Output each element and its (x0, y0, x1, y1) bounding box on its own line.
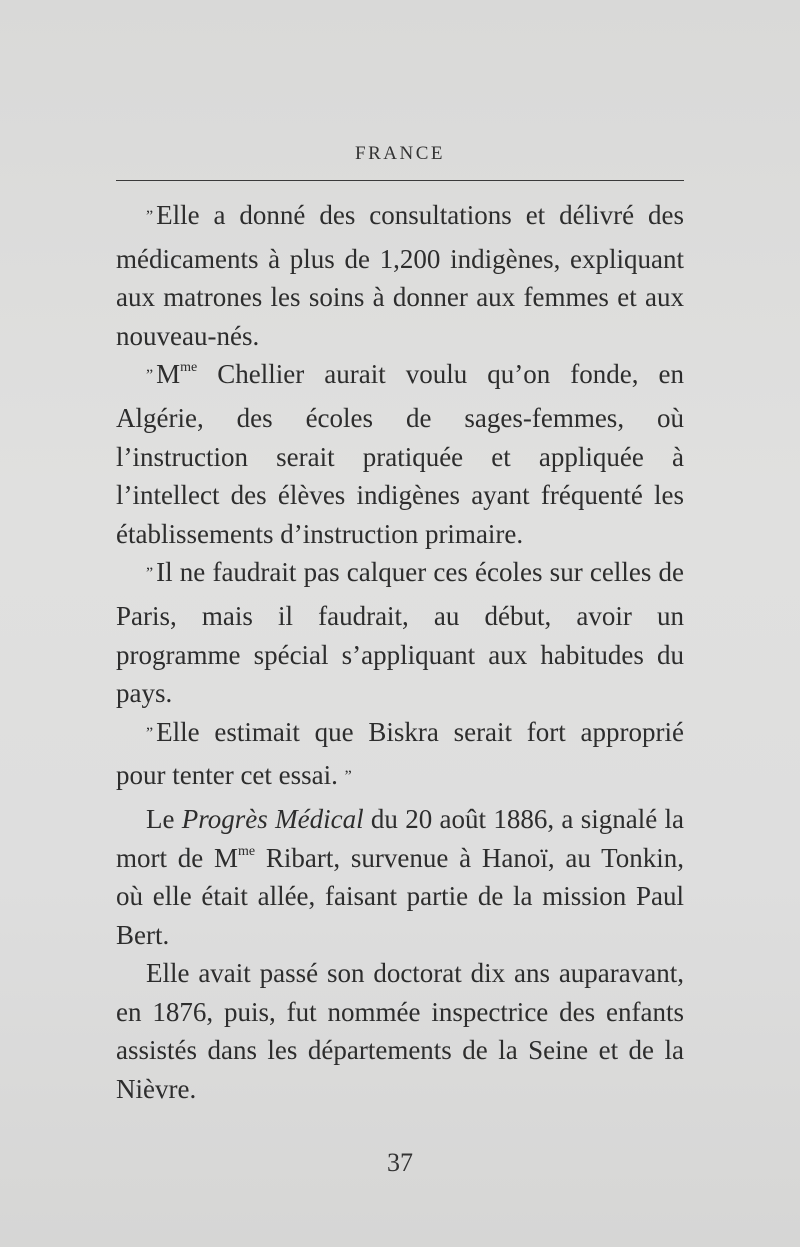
closing-quote-mark: ” (344, 768, 351, 786)
paragraph-1 (116, 196, 684, 355)
paragraph-text: Elle avait passé son doctorat dix ans auparavant, en 1876, puis, fut nommée inspectrice des enfants assistés dans les départements de la Seine et de la Nièvre. (116, 958, 684, 1105)
paragraph-text: Chellier aurait voulu qu’on fonde, en Algérie, des écoles de sages-femmes, où l’instruction serait pratiquée et appliquée à l’intellect des élèves indigènes ayant fréquenté les établissements d’instruction primaire. (116, 359, 684, 549)
paragraph-text: Elle a donné des consultations et délivré des médicaments à plus de 1,200 indigènes, expliquant aux matrones les soins à donner aux femmes et aux nouveau-nés. (116, 200, 684, 351)
title-abbreviation: M (214, 842, 239, 873)
paragraph-lead: Le (146, 803, 182, 834)
paragraph-2 (116, 355, 684, 553)
paragraph-text: Il ne faudrait pas calquer ces écoles sur celles de Paris, mais il faudrait, au début, avoir un programme spécial s’appliquant aux habitudes du pays. (116, 557, 684, 709)
paragraph-4 (116, 713, 684, 800)
title-abbreviation: M (156, 359, 181, 390)
paragraph-6 (116, 954, 684, 1108)
opening-quote-mark: ” (146, 724, 153, 742)
opening-quote-mark: ” (146, 208, 153, 225)
title-superscript: me (180, 360, 198, 376)
paragraph-text: du 20 août 1886, a signalé la mort de (116, 803, 684, 873)
opening-quote-mark: ” (146, 367, 153, 385)
paragraph-text: Ribart, survenue à Hanoï, au Tonkin, où elle était allée, faisant partie de la mission Paul Bert. (116, 842, 684, 950)
journal-title: Progrès Médical (181, 803, 364, 834)
title-superscript: me (238, 843, 256, 859)
body-text (116, 196, 684, 1109)
page-number: 37 (387, 1148, 413, 1177)
paragraph-5 (116, 800, 684, 954)
running-header: FRANCE (355, 143, 445, 164)
paragraph-text: Elle estimait que Biskra serait fort approprié pour tenter cet essai. (116, 716, 684, 791)
paragraph-3 (116, 553, 684, 712)
header-rule (116, 180, 684, 181)
opening-quote-mark: ” (146, 565, 153, 583)
